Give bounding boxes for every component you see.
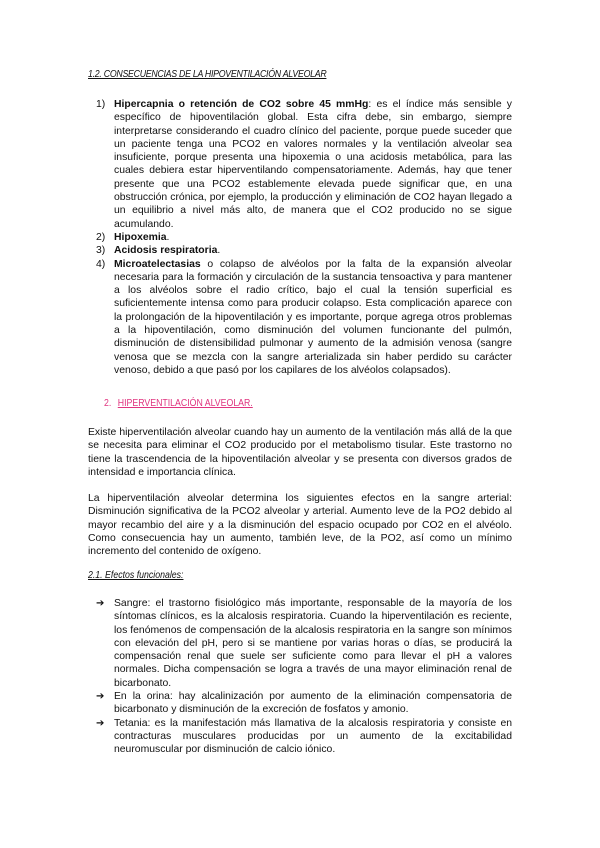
subheading-efectos: 2.1. Efectos funcionales:: [88, 570, 184, 581]
list-item: [96, 597, 512, 690]
list-text: : es el índice más sensible y específico de hipoventilación global. Esta cifra debe, sin embargo, siempre interpretarse considerando el cuadro clínico del paciente, porque puede suceder que un paciente tenga una PCO2 en valores normales y la ventilación alveolar sea insuficiente, porque presenta una hipoxemia o una acidosis metabólica, para las cuales debiera estar hiperventilando compensatoriamente. Además, hay que tener presente que una PCO2 establemente elevada puede significar que, en una obstrucción crónica, por ejemplo, la producción y eliminación de CO2 hayan llegado a un equilibrio a nivel más alto, de manera que el CO2 producido no se sigue acumulando.: [114, 99, 512, 230]
effect-text: En la orina: hay alcalinización por aumento de la eliminación compensatoria de bicarbonato y disminución de la excreción de fosfatos y amonio.: [114, 691, 512, 716]
arrow-bullet-icon: ➔: [96, 691, 105, 703]
list-number: 4): [96, 258, 106, 270]
heading-number: 2.: [104, 398, 112, 409]
heading-title: HIPERVENTILACIÓN ALVEOLAR.: [117, 398, 253, 409]
list-term: Acidosis respiratoria: [114, 245, 218, 257]
list-item: [96, 258, 512, 378]
list-text: o colapso de alvéolos por la falta de la expansión alveolar necesaria para la formación y circulación de la sustancia tensoactiva y para mantener a los alvéolos sobre el radio crítico, bajo el cual la tensión superficial es suficientemente intensa como para producir colapso. Esta complicación aparece con la prolongación de la hipoventilación y es importante, porque agrega otros problemas a la hipoventilación, como disminución del volumen funcionante del pulmón, disminución de distensibilidad pulmonar y aumento de la admisión venosa (sangre venosa que se mezcla con la sangre arterializada sin haber perdido su carácter venoso, debido a que pasó por los capilares de los alvéolos colapsados).: [114, 258, 512, 376]
effect-text: Sangre: el trastorno fisiológico más importante, responsable de la mayoría de los síntomas clínicos, es la alcalosis respiratoria. Cuando la hiperventilación es reciente, los fenómenos de compensación de la alcalosis respiratoria en la sangre son mínimos con elevación del pH, pero si se mantiene por varias horas o días, se producirá la compensación renal que suele ser suficiente como para llevar el pH a valores normales. Dicha compensación se logra a través de una mayor eliminación renal de bicarbonato.: [114, 598, 512, 689]
list-text: .: [217, 245, 221, 257]
effects-list: [96, 597, 512, 757]
heading-hiperventilacion: [104, 398, 253, 409]
list-term: Microatelectasias: [114, 258, 201, 270]
list-number: 2): [96, 231, 106, 243]
consequences-list: [96, 98, 512, 377]
list-item: [96, 231, 512, 244]
arrow-bullet-icon: ➔: [96, 717, 105, 729]
list-item: [96, 98, 512, 231]
list-text: .: [166, 231, 170, 243]
list-item: [96, 690, 512, 717]
list-term: Hipercapnia o retención de CO2 sobre 45 mmHg: [114, 99, 369, 110]
list-number: 1): [96, 99, 106, 110]
list-term: Hipoxemia: [114, 231, 167, 243]
list-item: [96, 717, 512, 757]
list-number: 3): [96, 245, 106, 257]
list-item: [96, 244, 512, 257]
section-heading: 1.2. CONSECUENCIAS DE LA HIPOVENTILACIÓN ALVEOLAR: [88, 69, 327, 80]
paragraph-effects: La hiperventilación alveolar determina los siguientes efectos en la sangre arterial: Disminución significativa de la PCO2 alveolar y arterial. Aumento leve de la PO2 debido al mayor recambio del aire y a la disminución del espacio ocupado por CO2 en el alvéolo. Como consecuencia hay un aumento, también leve, de la PO2, así como un mínimo incremento del contenido de oxígeno.: [88, 493, 512, 558]
effect-text: Tetania: es la manifestación más llamativa de la alcalosis respiratoria y consiste en contracturas musculares producidas por un aumento de la excitabilidad neuromuscular por disminución de calcio iónico.: [114, 717, 512, 756]
arrow-bullet-icon: ➔: [96, 598, 105, 609]
paragraph-definition: Existe hiperventilación alveolar cuando hay un aumento de la ventilación más allá de la que se necesita para eliminar el CO2 producido por el metabolismo tisular. Este trastorno no tiene la trascendencia de la hipoventilación alveolar y se presenta con diversos grados de intensidad e importancia clínica.: [88, 427, 512, 478]
